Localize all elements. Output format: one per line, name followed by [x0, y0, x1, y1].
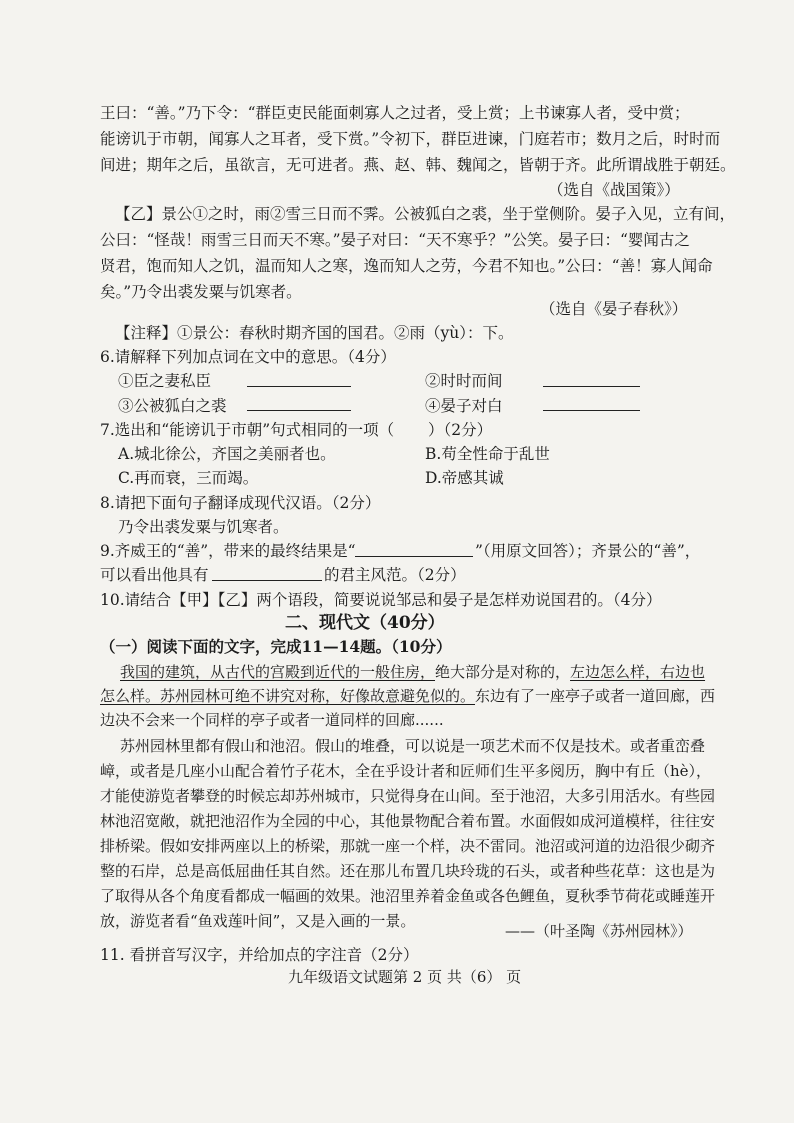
question-6-stem: 6.请解释下列加点词在文中的意思。（4分） — [100, 348, 396, 366]
passage-a-line-3: 间进；期年之后，虽欲言，无可进者。燕、赵、韩、魏闻之，皆朝于齐。此所谓战胜于朝廷。 — [100, 156, 736, 174]
plain-text: 绝大部分是对称的， — [435, 663, 571, 681]
modern-p1-line-3: 边决不会来一个同样的亭子或者一道同样的回廊...... — [100, 711, 444, 729]
passage-b-line-3: 贤君，饱而知人之饥，温而知人之寒，逸而知人之劳，今君不知也。”公曰：“善！寡人闻命 — [100, 257, 713, 275]
passage-b-line-1: 【乙】景公①之时，雨②雪三日而不霁。公被狐白之裘，坐于堂侧阶。晏子入见，立有间， — [115, 205, 736, 223]
q7-option-c: C.再而衰，三而竭。 — [118, 469, 259, 487]
source-a: （选自《战国策》） — [548, 181, 680, 199]
q6-answer-blank-3[interactable] — [247, 396, 351, 411]
q6-answer-blank-2[interactable] — [543, 372, 640, 387]
question-9-part-a: 9.齐威王的“善”，带来的最终结果是“ — [100, 542, 356, 560]
q6-item-2: ②时时而间 — [425, 372, 503, 390]
passage-b-line-4: 矣。”乃令出裘发粟与饥寒者。 — [100, 283, 302, 301]
question-9-part-c: 可以看出他具有 — [100, 566, 209, 584]
question-11-stem: 11. 看拼音写汉字，并给加点的字注音（2分） — [100, 946, 419, 964]
passage-a-line-2: 能谤讥于市朝，闻寡人之耳者，受下赏。”令初下，群臣进谏，门庭若市；数月之后，时时而 — [100, 130, 721, 148]
question-9-part-d: 的君主风范。（2分） — [324, 566, 466, 584]
modern-p1-line-1 — [120, 661, 705, 683]
annotation-note: 【注释】①景公：春秋时期齐国的国君。②雨（yù）：下。 — [115, 324, 514, 342]
question-8-stem: 8.请把下面句子翻译成现代汉语。（2分） — [100, 494, 381, 512]
modern-p2-line-3: 才能使游览者攀登的时候忘却苏州城市，只觉得身在山间。至于池沼，大多引用活水。有些园 — [100, 787, 716, 805]
q7-option-b: B.苟全性命于乱世 — [425, 445, 550, 463]
passage-a-line-1: 王曰：“善。”乃下令：“群臣吏民能面刺寡人之过者，受上赏；上书谏寡人者，受中赏； — [100, 104, 690, 122]
modern-p2-line-2: 嶂，或者是几座小山配合着竹子花木，全在乎设计者和匠师们生平多阅历，胸中有丘（hè）， — [100, 762, 712, 780]
q9-answer-blank-1[interactable] — [355, 542, 473, 557]
q7-option-a: A.城北徐公，齐国之美丽者也。 — [118, 445, 336, 463]
underlined-text-3: 怎么样。苏州园林可绝不讲究对称，好像故意避免似的。 — [100, 687, 476, 705]
q6-item-3: ③公被狐白之裘 — [118, 397, 227, 415]
page-footer: 九年级语文试题第 2 页 共（6） 页 — [288, 968, 522, 986]
q6-item-1: ①臣之妻私臣 — [118, 372, 212, 390]
reading-1-title: （一）阅读下面的文字，完成11—14题。（10分） — [100, 637, 452, 656]
section-2-title: 二、现代文（40分） — [285, 613, 445, 633]
modern-p2-line-4: 林池沼宽敞，就把池沼作为全园的中心，其他景物配合着布置。水面假如成河道模样，往往安 — [100, 812, 716, 830]
q6-item-4: ④晏子对白 — [425, 397, 503, 415]
modern-p2-line-6: 整的石岸，总是高低屈曲任其自然。还在那儿布置几块玲珑的石头，或者种些花草：这也是为 — [100, 862, 716, 880]
q7-option-d: D.帝感其诚 — [425, 469, 504, 487]
modern-p2-line-5: 排桥梁。假如安排两座以上的桥梁，那就一座一个样，决不雷同。池沼或河道的边沿很少砌齐 — [100, 837, 716, 855]
question-7-stem-b: ）（2分） — [428, 421, 493, 439]
question-7-stem-a: 7.选出和“能谤讥于市朝”句式相同的一项（ — [100, 421, 395, 439]
q8-sentence: 乃令出裘发粟与饥寒者。 — [118, 518, 289, 536]
q6-answer-blank-4[interactable] — [543, 396, 640, 411]
modern-p1-line-2 — [100, 685, 715, 707]
plain-text: 东边有了一座亭子或者一道回廊，西 — [475, 687, 716, 705]
modern-source: ——（叶圣陶《苏州园林》） — [505, 922, 693, 940]
underlined-text-2: 左边怎么样，右边也 — [570, 663, 706, 681]
q6-answer-blank-1[interactable] — [247, 372, 351, 387]
question-10-stem: 10.请结合【甲】【乙】两个语段，简要说说邹忌和晏子是怎样劝说国君的。（4分） — [100, 591, 662, 609]
q9-answer-blank-2[interactable] — [212, 566, 322, 581]
modern-p2-line-1: 苏州园林里都有假山和池沼。假山的堆叠，可以说是一项艺术而不仅是技术。或者重峦叠 — [120, 737, 706, 755]
question-9-part-b: ”（用原文回答）；齐景公的“善”， — [475, 542, 701, 560]
underlined-text-1: 我国的建筑，从古代的宫殿到近代的一般住房， — [120, 663, 436, 681]
passage-b-line-2: 公曰：“怪哉！雨雪三日而天不寒。”晏子对曰：“天不寒乎？”公笑。晏子曰：“婴闻古之 — [100, 231, 690, 249]
source-b: （选自《晏子春秋》） — [540, 300, 688, 318]
modern-p2-line-7: 了取得从各个角度看都成一幅画的效果。池沼里养着金鱼或各色鲤鱼，夏秋季节荷花或睡莲开 — [100, 887, 716, 905]
modern-p2-line-8: 放，游览者看“鱼戏莲叶间”，又是入画的一景。 — [100, 912, 416, 930]
